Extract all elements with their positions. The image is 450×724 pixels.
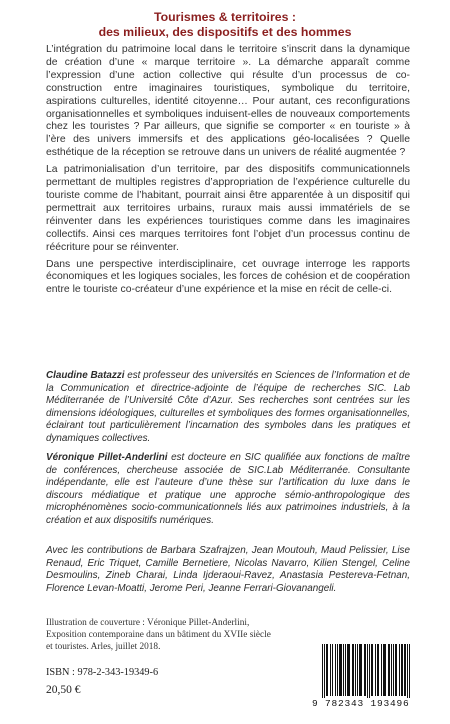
author-1-text: est professeur des universités en Sciences de l’Information et de la Communication et directrice-adjointe de l’équipe de recherches SIC. Lab Méditerranée de l’Université Côte d’Azur. Ses recherches sont centrées sur les dimensions idéologiques, culturelles et symboliques des formes organisationnelles, éclairant tout particulièrement l’incarnation des symboles dans les pratiques et dynamiques collectives.	[46, 370, 410, 444]
contributors-list	[46, 545, 410, 595]
summary-text	[46, 44, 410, 301]
summary-paragraph-3: Dans une perspective interdisciplinaire, cet ouvrage interroge les rapports économiques et les logiques sociales, les forces de cohésion et de coopération entre le touriste co-créateur d’une expérience et la mise en récit de celle-ci.	[46, 258, 410, 296]
credit-line-1: Illustration de couverture : Véronique Pillet-Anderlini,	[46, 618, 250, 628]
price: 20,50 €	[46, 684, 81, 696]
title-line-1: Tourismes & territoires :	[154, 10, 296, 24]
cover-illustration-credit	[46, 617, 296, 653]
author-bio-1	[46, 370, 410, 445]
barcode	[312, 642, 436, 710]
author-2-name: Véronique Pillet-Anderlini	[46, 452, 168, 463]
credit-line-2: Exposition contemporaine dans un bâtiment du XVIIe siècle	[46, 630, 271, 640]
contributors-text: Avec les contributions de Barbara Szafrajzen, Jean Moutouh, Maud Pelissier, Lise Renaud, Eric Triquet, Camille Bernetiere, Nicolas Navarro, Kilien Stengel, Celine Desmoulins, Zineb Charai, Linda Ijderaoui-Ravez, Anastasia Pestereva-Fetnan, Florence Levan-Moatti, Jerome Peri, Jeanne Ferrari-Giovanangeli.	[46, 545, 410, 594]
author-bio-2	[46, 452, 410, 527]
barcode-bars	[312, 642, 436, 700]
author-2-text: est docteure en SIC qualifiée aux fonctions de maître de conférences, chercheuse associée de SIC.Lab Méditerranée. Consultante indépendante, elle est l’auteure d’une thèse sur l’artification du luxe dans le discours médiatique et pratique une approche sémio-anthropologique des microphénomènes socio-communicationnels liés aux patrimoines industriels, à la création et aux dispositifs numériques.	[46, 452, 410, 526]
title-line-2: des milieux, des dispositifs et des hommes	[98, 25, 352, 39]
credit-line-3: et touristes. Arles, juillet 2018.	[46, 642, 161, 652]
author-1-name: Claudine Batazzi	[46, 370, 125, 381]
isbn: ISBN : 978-2-343-19349-6	[46, 667, 159, 678]
title-block	[0, 10, 450, 40]
summary-paragraph-2: La patrimonialisation d’un territoire, par des dispositifs communicationnels permettant de multiples registres d’appropriation de l’expérience culturelle du touriste comme de l’habitant, pourrait ainsi être apparentée à un dispositif qui permettrait aux territoires urbains, ruraux mais aussi immatériels de se réinventer dans les expériences touristiques comme dans les imaginaires collectifs. Ainsi ces marques territoires font l’objet d’un processus continu de réécriture pour se réinventer.	[46, 164, 410, 253]
barcode-digits: 9 782343 193496	[312, 698, 436, 709]
summary-paragraph-1: L’intégration du patrimoine local dans le territoire s’inscrit dans la dynamique de création d’une « marque territoire ». La démarche apparaît comme l’expression d’une action collective qui résulte d’un processus de co-construction entre imaginaires touristiques, symbolique du territoire, aspirations culturelles, identité citoyenne… Pour autant, ces reconfigurations organisationnelles et symboliques induisent-elles de nouveaux comportements chez les touristes ? Par ailleurs, que signifie se comporter « en touriste » à l’ère des univers immersifs et des applications géo-localisées ? Quelle esthétique de la réception se retrouve dans un univers de réalité augmentée ?	[46, 44, 410, 159]
